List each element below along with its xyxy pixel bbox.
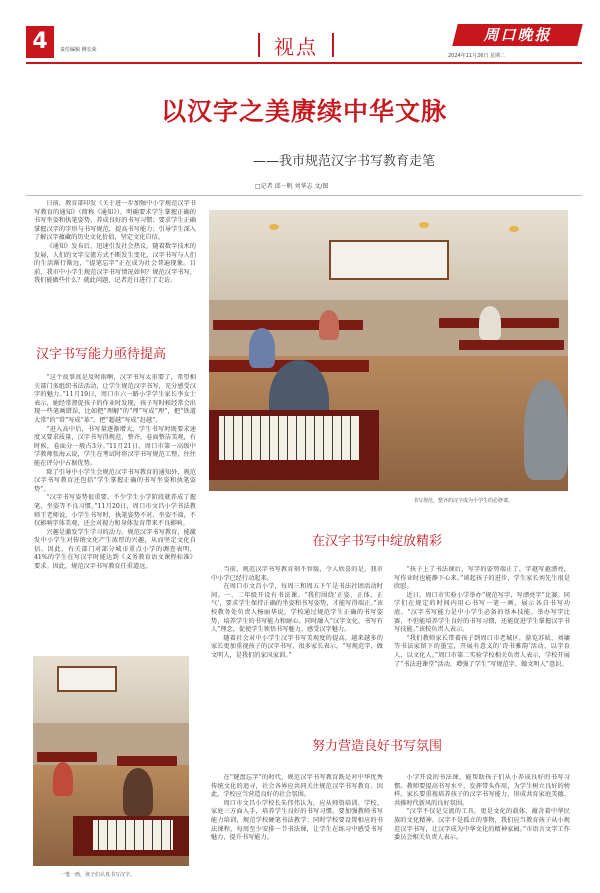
photo-calligraphy-paper [219, 416, 359, 460]
photo-desk [213, 320, 363, 330]
paragraph: “进入高中后，书写量逐渐增大，学生书写时既要求速度又要求质量，汉字书写得规范、整齐，卷面整洁美观，有时候，卷面分一般占3分。”11月21日，周口市第一高级中学教师张海云说，学生在考试时将汉字书写规范工整，往往能在评分中占据优势。 [34, 425, 196, 467]
paragraph: 在周口市文昌小学，每周三和周五下午是书法社团活动时间。一、二年级开设有书法课。“我们围绕‘正姿、正体、正气’，要求学生保持正确的坐姿和书写姿势，才能写得端正。”该校教务处负责人杨丽华说，学校通过规范学生正确的书写姿势，培养学生的书写能力和耐心。同时融入“汉字文化，书写有人”理念，促使学生领悟书写魅力、感受汉字魅力。 [211, 583, 383, 634]
paragraph: 除了引导中小学生会规范汉字书写教育的通知外，规范汉字书写教育还包括“学生掌握正确的书写坐姿和执笔姿势”。 [34, 468, 196, 493]
paragraph: “汉字不仅是交流的工具，更是文化的载体，蕴含着中华民族的文化精神。汉字不是孤立的事物，我们应当教育孩子从小规范汉字书写，让汉字成为中华文化的精神家园。”市语言文字工作委员会相关负责人表示。 [394, 808, 570, 842]
photo-lantern [509, 226, 519, 232]
paragraph: “这个故事真是及时雨啊，汉字书写太重要了，希望相关部门多组织书法活动，让学生规范汉字书写，充分感受汉字的魅力。”11月19日，周口市六一路小学学生家长李女士表示，她经常督促孩子的作业时发现，孩子写时候经常会出现一些笔画错误，比如把“理解”的“理”写成“理”，把“铁道大常”的“常”写成“革”，把“超越”写成“赶越”。 [34, 374, 196, 424]
paragraph: 近日，周口市实验小学举办“规范写字，写漂亮字”比赛。同学们在规定的时间内用心书写一笔一画，展示各自书写功底。“汉字书写能力是中小学生必备的基本技能。举办写字比赛，不但能培养学生良好的书写习惯，还能促进学生掌握汉字书写技能。”该校负责人表示。 [394, 591, 570, 634]
section-label: 视点 [274, 34, 318, 59]
logo-text: 周口晚报 [483, 26, 552, 44]
section2-title: 在汉字书写中绽放精彩 [312, 534, 443, 549]
section2-text-right [394, 566, 570, 726]
paragraph: 小学开设的书法课，能帮助孩子们从小养成良好的书写习惯。教师要提高书写水平，发挥带头作用，为学生树立良好的榜样。家长要重视培养孩子的汉字书写能力，形成共育家庭美德、共推时代新风的良好氛围。 [394, 774, 570, 807]
photo-classroom-calligraphy [209, 210, 568, 491]
paragraph: “我们教师家长带着孩子到周口市老城区，游览苏轼、刘墉等书法家留下的墨宝，开展有意义的‘诗书雅韵’活动，以字育人、以文化人。”周口市第二实验学校相关负责人表示，学校开展了“书法进课堂”活动，增强了学生“写规范字，做文明人”意识。 [394, 634, 570, 668]
photo-student [319, 310, 339, 340]
page-header [0, 0, 600, 64]
photo-calligraphy-paper [93, 820, 173, 850]
section-label-wrap [258, 30, 334, 60]
headline-rule [26, 195, 582, 196]
photo-student [123, 768, 153, 816]
photo-desk [459, 340, 564, 350]
photo-students-writing [33, 656, 189, 866]
section2-text-left [211, 566, 383, 726]
paragraph: 随着社会对中小学生汉字书写美观度的提高，越来越多的家长更加重视孩子的汉字书写，很多家长表示，“写规范字，做文明人，是我们的家风家训。” [211, 634, 383, 659]
section-divider-right [332, 33, 334, 57]
section3-text-left [211, 774, 383, 874]
photo-teacher [524, 380, 568, 480]
section3-title: 努力营造良好书写氛围 [312, 739, 443, 754]
photo-student [249, 328, 275, 368]
paragraph: 周口市文昌小学校长朱伟伟认为，应从师资培训、学校、家庭三方面入手，培养学生良好的书写习惯。要加强教师书写能力培训，规范学校硬笔书法教学；同时学校要设置相应的书法课程，每周至少安排一节书法课，让学生在练习中感受书写魅力，提升书写能力。 [211, 799, 383, 842]
photo-student [53, 762, 73, 796]
paragraph: “孩子上了书法课后，写字的姿势端正了，字越写越漂亮，写作业时也能静下心来。”谈起孩子的进步，学生家长刘先生很是欣慰。 [394, 566, 570, 591]
section1-text [34, 374, 196, 650]
paragraph: “汉字书写姿势很重要，不少学生小学阶段就养成了握笔、坐姿等不良习惯。”11月20日，周口市文昌小学书法教师王老师说，小学生书写时，执笔姿势不对、坐姿不端，不仅影响字体美观，还会对视力和身体发育带来不良影响。 [34, 494, 196, 528]
intro-text [34, 200, 196, 330]
small-photo-caption: 一笔一画，孩子们认真书写汉字。 [60, 872, 136, 878]
photo-desk [37, 752, 97, 762]
photo-desk [117, 756, 177, 766]
article-subtitle: ——我市规范汉字书写教育走笔 [252, 154, 435, 169]
main-photo-caption: 书写规范，整齐的汉字成为小学生的必修课。 [413, 498, 514, 504]
photo-lantern [269, 224, 279, 230]
header-rule [26, 62, 582, 64]
section-divider-left [258, 33, 260, 57]
photo-lantern [419, 222, 429, 228]
photo-board [329, 240, 449, 280]
byline: □记者 邱一帆 刘华志 文/图 [255, 183, 329, 190]
section1-title: 汉字书写能力亟待提高 [36, 347, 167, 362]
article-title: 以汉字之美赓续中华文脉 [160, 97, 447, 126]
paragraph: 《通知》发布后，迅速引发社会热议。随着数字技术的发展，人们的文字交流方式不断发生变化，汉字书写与人们的生活渐行渐远，“提笔忘字”正在成为社会普遍现象。目前，我市中小学生规范汉字书写情况如何？规范汉字书写，我们能做些什么？就此问题，记者近日进行了走访。 [34, 242, 196, 285]
paragraph: 在“键盘忘字”的时代，规范汉字书写教育既是对中华优秀传统文化的追寻，社会各界应共同关注规范汉字书写教育。因此，学校应当营造良好的社会氛围。 [211, 774, 383, 799]
paragraph: 当前，规范汉字书写教育刻不容缓，令人欣喜的是，我市中小学已经行动起来。 [211, 566, 383, 582]
issue-date: 2024年11月26日 星期二 [448, 53, 506, 59]
newspaper-logo [452, 24, 582, 46]
editor-line: 责任编辑 穆长荣 [60, 47, 97, 53]
paragraph: 兴趣是激发学生学习的动力。规范汉字书写教育，能激发中小学生对传统文化产生浓厚的兴趣，从而坚定文化自信。因此，有关部门对部分城市重点小学的调查表明，41%的学生在写汉字时能达到《义务教育语文课程标准》要求。因此，规范汉字书写教育任重道远。 [34, 528, 196, 571]
section3-text-right [394, 774, 570, 874]
photo-board [57, 666, 117, 692]
page-number: 4 [26, 26, 54, 58]
paragraph: 日前，教育部印发《关于进一步加强中小学规范汉字书写教育的通知》（简称《通知》），明确要求学生掌握正确的书写坐姿和执笔姿势，养成良好的书写习惯；要求学生正确掌握汉字的字形与书写规范，提高书写能力；引导学生深入了解汉字蕴藏的历史文化价值，坚定文化自信。 [34, 200, 196, 242]
photo-student [479, 306, 501, 340]
